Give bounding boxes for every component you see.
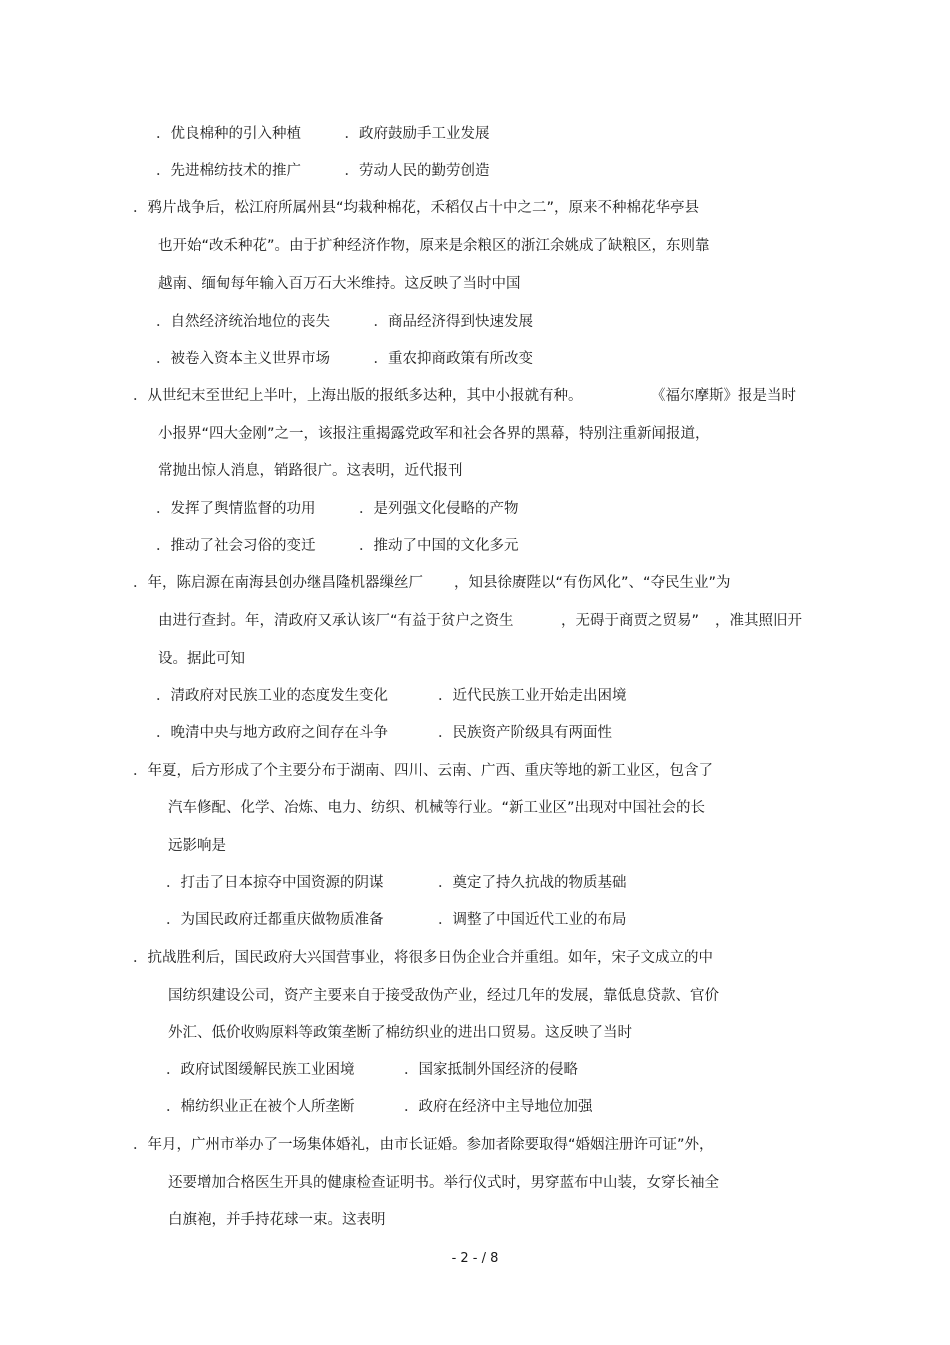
question-text: 由进行查封。年，清政府又承认该厂“有益于贫户之资生 xyxy=(158,613,514,629)
question-text: ．鸦片战争后，松江府所属州县“均栽种棉花，禾稻仅占十中之二”，原来不种棉花华亭县 xyxy=(133,200,700,216)
question-text: 常抛出惊人消息，销路很广。这表明，近代报刊 xyxy=(158,463,463,479)
option-line: ．打击了日本掠夺中国资源的阴谋 xyxy=(166,875,384,891)
question-text: ，无碍于商贾之贸易” xyxy=(561,613,700,629)
question-text: ．年月，广州市举办了一场集体婚礼，由市长证婚。参加者除要取得“婚姻注册许可证”外， xyxy=(133,1137,714,1153)
option-line: ．推动了社会习俗的变迁 ．推动了中国的文化多元 xyxy=(156,538,519,554)
question-text: 远影响是 xyxy=(168,838,226,854)
question-text: 设。据此可知 xyxy=(158,651,245,667)
option-line: ．自然经济统治地位的丧失 ．商品经济得到快速发展 xyxy=(156,314,533,330)
option-line: ．优良棉种的引入种植 ．政府鼓励手工业发展 xyxy=(156,126,490,142)
option-line: ．政府试图缓解民族工业困境 xyxy=(166,1062,355,1078)
question-text: 《福尔摩斯》报是当时 xyxy=(651,388,796,404)
question-text: ，准其照旧开 xyxy=(715,613,802,629)
question-text: ，知县徐赓陛以“有伤风化”、“夺民生业”为 xyxy=(454,575,731,591)
option-line: ．晚清中央与地方政府之间存在斗争 xyxy=(156,725,388,741)
option-line: ．发挥了舆情监督的功用 ．是列强文化侵略的产物 xyxy=(156,501,519,517)
option-line: ．先进棉纺技术的推广 ．劳动人民的勤劳创造 xyxy=(156,163,490,179)
question-text: 小报界“四大金刚”之一，该报注重揭露党政军和社会各界的黑幕，特别注重新闻报道， xyxy=(158,426,710,442)
question-text: ．年夏，后方形成了个主要分布于湖南、四川、云南、广西、重庆等地的新工业区，包含了 xyxy=(133,763,713,779)
question-text: 还要增加合格医生开具的健康检查证明书。举行仪式时，男穿蓝布中山装，女穿长袖全 xyxy=(168,1175,719,1191)
option-line: ．清政府对民族工业的态度发生变化 xyxy=(156,688,388,704)
page-number: - 2 - / 8 xyxy=(451,1251,499,1266)
question-text: 也开始“改禾种花”。由于扩种经济作物，原来是余粮区的浙江余姚成了缺粮区，东则靠 xyxy=(158,238,710,254)
question-text: 外汇、低价收购原料等政策垄断了棉纺织业的进出口贸易。这反映了当时 xyxy=(168,1025,632,1041)
option-line: ．被卷入资本主义世界市场 ．重农抑商政策有所改变 xyxy=(156,351,533,367)
option-line: ．国家抵制外国经济的侵略 xyxy=(404,1062,578,1078)
option-line: ．政府在经济中主导地位加强 xyxy=(404,1099,593,1115)
question-text: ．从世纪末至世纪上半叶，上海出版的报纸多达种，其中小报就有种。 xyxy=(133,388,583,404)
question-text: ．年，陈启源在南海县创办继昌隆机器缫丝厂 xyxy=(133,575,423,591)
option-line: ．民族资产阶级具有两面性 xyxy=(438,725,612,741)
question-text: 国纺织建设公司，资产主要来自于接受敌伪产业，经过几年的发展，靠低息贷款、官价 xyxy=(168,988,719,1004)
option-line: ．棉纺织业正在被个人所垄断 xyxy=(166,1099,355,1115)
question-text: ．抗战胜利后，国民政府大兴国营事业，将很多日伪企业合并重组。如年，宋子文成立的中 xyxy=(133,950,713,966)
question-text: 越南、缅甸每年输入百万石大米维持。这反映了当时中国 xyxy=(158,276,521,292)
option-line: ．奠定了持久抗战的物质基础 xyxy=(438,875,627,891)
option-line: ．近代民族工业开始走出困境 xyxy=(438,688,627,704)
option-line: ．调整了中国近代工业的布局 xyxy=(438,912,627,928)
question-text: 汽车修配、化学、冶炼、电力、纺织、机械等行业。“新工业区”出现对中国社会的长 xyxy=(168,800,706,816)
question-text: 白旗袍，并手持花球一束。这表明 xyxy=(168,1212,386,1228)
option-line: ．为国民政府迁都重庆做物质准备 xyxy=(166,912,384,928)
